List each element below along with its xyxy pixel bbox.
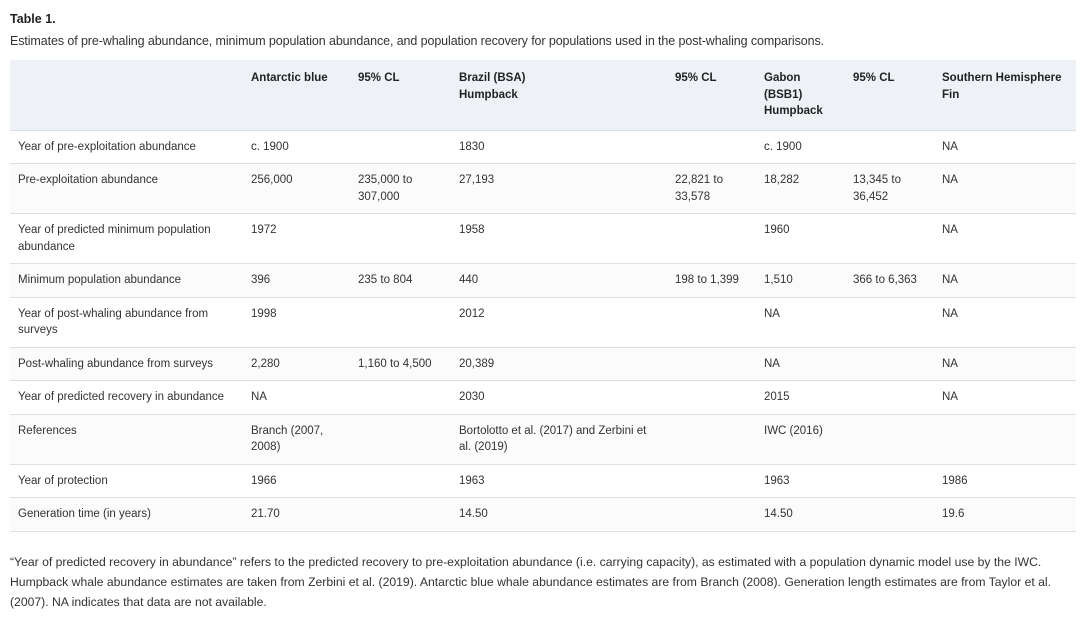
table-cell: 2030 <box>451 381 667 415</box>
table-cell <box>667 347 756 381</box>
table-cell <box>350 498 451 532</box>
table-cell: 2,280 <box>243 347 350 381</box>
table-cell <box>934 414 1076 464</box>
table-footnote: “Year of predicted recovery in abundance” refers to the predicted recovery to pre-exploitation abundance (i.e. carrying capacity), as estimated with a population dynamic model use by the IWC. Humpback whale abundance estimates are taken from Zerbini et al. (2019). Antarctic blue whale abundance estimates are from Branch (2008). Generation length estimates are from Taylor et al. (2007). NA indicates that data are not available. <box>10 555 1051 609</box>
table-cell: 1958 <box>451 214 667 264</box>
table-cell: NA <box>934 347 1076 381</box>
table-cell: 1972 <box>243 214 350 264</box>
table-cell: 20,389 <box>451 347 667 381</box>
table-cell <box>667 214 756 264</box>
table-row <box>10 347 1076 381</box>
table-cell <box>845 130 934 164</box>
table-cell: 27,193 <box>451 164 667 214</box>
table-caption: Estimates of pre-whaling abundance, minimum population abundance, and population recovery for populations used in the post-whaling comparisons. <box>10 34 824 48</box>
table-cell <box>667 381 756 415</box>
table-cell <box>667 414 756 464</box>
row-label-cell: Year of predicted minimum population abundance <box>10 214 243 264</box>
table-cell: 235,000 to 307,000 <box>350 164 451 214</box>
table-cell <box>845 297 934 347</box>
table-cell: 19.6 <box>934 498 1076 532</box>
table-cell <box>667 297 756 347</box>
table-cell <box>845 347 934 381</box>
table-cell: 1963 <box>451 464 667 498</box>
table-cell: 1,510 <box>756 264 845 298</box>
table-cell <box>350 297 451 347</box>
table-row <box>10 164 1076 214</box>
table-cell <box>845 498 934 532</box>
table-cell <box>667 464 756 498</box>
table-cell: 440 <box>451 264 667 298</box>
row-label-cell: Year of protection <box>10 464 243 498</box>
table-cell: IWC (2016) <box>756 414 845 464</box>
table-row <box>10 464 1076 498</box>
table-cell <box>350 214 451 264</box>
table-row <box>10 264 1076 298</box>
table-cell: 2012 <box>451 297 667 347</box>
row-label-cell: Year of post-whaling abundance from surveys <box>10 297 243 347</box>
table-cell: 1,160 to 4,500 <box>350 347 451 381</box>
row-label-cell: References <box>10 414 243 464</box>
column-header: 95% CL <box>667 60 756 130</box>
table-caption-block <box>10 10 1070 50</box>
table-cell: 21.70 <box>243 498 350 532</box>
table-cell: c. 1900 <box>756 130 845 164</box>
column-header: Southern Hemisphere Fin <box>934 60 1076 130</box>
table-header-row <box>10 60 1076 130</box>
table-cell: 13,345 to 36,452 <box>845 164 934 214</box>
table-cell: NA <box>934 381 1076 415</box>
table-cell: 256,000 <box>243 164 350 214</box>
table-cell: NA <box>934 164 1076 214</box>
table-cell <box>350 130 451 164</box>
table-cell: 1960 <box>756 214 845 264</box>
row-label-cell: Year of predicted recovery in abundance <box>10 381 243 415</box>
column-header: Brazil (BSA) Humpback <box>451 60 667 130</box>
table-cell <box>845 464 934 498</box>
table-cell: 366 to 6,363 <box>845 264 934 298</box>
table-cell: 1986 <box>934 464 1076 498</box>
row-label-cell: Year of pre-exploitation abundance <box>10 130 243 164</box>
table-cell <box>667 130 756 164</box>
row-label-cell: Generation time (in years) <box>10 498 243 532</box>
table-cell: 2015 <box>756 381 845 415</box>
column-header: 95% CL <box>845 60 934 130</box>
table-cell: Bortolotto et al. (2017) and Zerbini et al. (2019) <box>451 414 667 464</box>
table-cell: 396 <box>243 264 350 298</box>
table-cell <box>845 414 934 464</box>
table-cell: 14.50 <box>451 498 667 532</box>
table-title: Table 1. <box>10 12 56 26</box>
table-body <box>10 130 1076 531</box>
table-cell <box>350 464 451 498</box>
table-cell: NA <box>243 381 350 415</box>
table-cell: c. 1900 <box>243 130 350 164</box>
table-cell <box>350 414 451 464</box>
table-cell: 1966 <box>243 464 350 498</box>
row-label-cell: Minimum population abundance <box>10 264 243 298</box>
table-cell: NA <box>934 214 1076 264</box>
table-row <box>10 414 1076 464</box>
table-cell: 22,821 to 33,578 <box>667 164 756 214</box>
table-cell <box>667 498 756 532</box>
table-cell: 1963 <box>756 464 845 498</box>
table-cell: 14.50 <box>756 498 845 532</box>
column-header: 95% CL <box>350 60 451 130</box>
table-row <box>10 297 1076 347</box>
table-cell: NA <box>756 347 845 381</box>
table-cell: NA <box>756 297 845 347</box>
row-label-cell: Pre-exploitation abundance <box>10 164 243 214</box>
table-cell <box>350 381 451 415</box>
table-cell: 18,282 <box>756 164 845 214</box>
table-cell <box>845 381 934 415</box>
row-label-cell: Post-whaling abundance from surveys <box>10 347 243 381</box>
table-cell: 1998 <box>243 297 350 347</box>
table-cell: 198 to 1,399 <box>667 264 756 298</box>
column-header: Gabon (BSB1) Humpback <box>756 60 845 130</box>
table-cell: NA <box>934 297 1076 347</box>
table-cell <box>845 214 934 264</box>
table-row <box>10 381 1076 415</box>
table-row <box>10 130 1076 164</box>
table-cell: NA <box>934 264 1076 298</box>
column-header: Antarctic blue <box>243 60 350 130</box>
table-row <box>10 214 1076 264</box>
column-header <box>10 60 243 130</box>
table-row <box>10 498 1076 532</box>
table-container <box>10 60 1076 532</box>
table-cell: 1830 <box>451 130 667 164</box>
table-cell: Branch (2007, 2008) <box>243 414 350 464</box>
table-cell: 235 to 804 <box>350 264 451 298</box>
table-cell: NA <box>934 130 1076 164</box>
data-table <box>10 60 1076 532</box>
